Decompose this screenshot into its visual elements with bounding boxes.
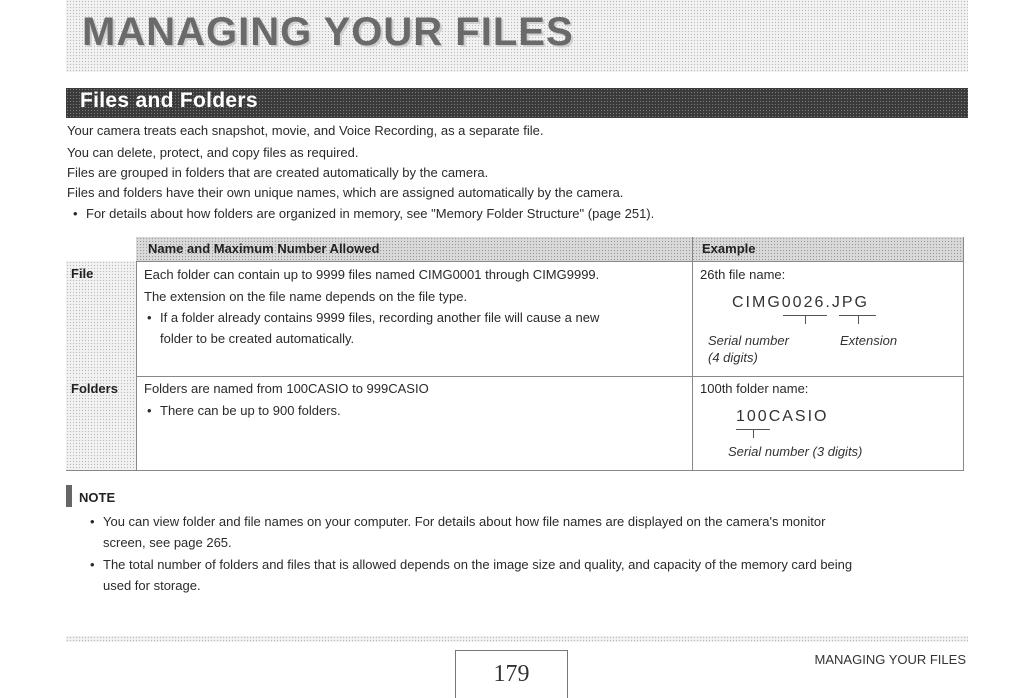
file-table: [66, 237, 964, 471]
row-label-file: File: [71, 266, 94, 281]
page-number: 179: [493, 661, 530, 687]
footer-rule: [66, 636, 968, 642]
note-marker: [66, 485, 72, 507]
section-title: Files and Folders: [80, 89, 258, 112]
file-desc-line: The extension on the file name depends on the file type.: [144, 289, 468, 304]
folder-example-name: 100CASIO: [736, 408, 829, 425]
note-title: NOTE: [79, 490, 116, 505]
intro-bullet: • For details about how folders are organized in memory, see "Memory Folder Structure" (page 251).: [86, 206, 654, 221]
table-rule: [136, 376, 964, 377]
table-rule: [66, 470, 964, 471]
folder-serial-note: Serial number (3 digits): [728, 444, 863, 459]
table-divider: [692, 237, 693, 471]
note-bullet: • You can view folder and file names on your computer. For details about how file names are displayed on the camera's monitor: [103, 514, 825, 529]
file-desc-bullet: • If a folder already contains 9999 files, recording another file will cause a new: [160, 310, 599, 325]
extension-bracket: [839, 303, 876, 316]
serial-digits-note: (4 digits): [708, 350, 758, 365]
intro-line: Files are grouped in folders that are created automatically by the camera.: [67, 165, 489, 180]
note-line: used for storage.: [103, 578, 201, 593]
file-desc-line: Each folder can contain up to 9999 files named CIMG0001 through CIMG9999.: [144, 267, 600, 282]
footer-label: MANAGING YOUR FILES: [814, 652, 966, 667]
folder-example-caption: 100th folder name:: [700, 381, 809, 396]
page-number-box: [455, 650, 568, 698]
header-example-label: Example: [702, 241, 756, 256]
folder-serial-bracket: [736, 417, 770, 430]
table-divider: [136, 261, 137, 471]
header-name-label: Name and Maximum Number Allowed: [148, 241, 380, 256]
file-desc-line: folder to be created automatically.: [160, 331, 355, 346]
file-example-caption: 26th file name:: [700, 267, 786, 282]
intro-line: Your camera treats each snapshot, movie, and Voice Recording, as a separate file.: [67, 123, 544, 138]
table-rule: [136, 261, 964, 262]
serial-bracket: [783, 303, 827, 316]
intro-line: Files and folders have their own unique names, which are assigned automatically by the camera.: [67, 185, 624, 200]
intro-line: You can delete, protect, and copy files as required.: [67, 145, 359, 160]
note-line: screen, see page 265.: [103, 535, 232, 550]
note-bullet: • The total number of folders and files that is allowed depends on the image size and quality, and capacity of the memory card being: [103, 557, 852, 572]
folder-desc-bullet: • There can be up to 900 folders.: [160, 403, 341, 418]
serial-number-note: Serial number: [708, 333, 789, 348]
row-label-folders: Folders: [71, 381, 118, 396]
extension-note: Extension: [840, 333, 898, 348]
page-title: MANAGING YOUR FILES: [82, 10, 574, 54]
folder-desc-line: Folders are named from 100CASIO to 999CASIO: [144, 381, 429, 396]
table-divider: [963, 237, 964, 471]
file-example-name: CIMG0026.JPG: [732, 294, 869, 311]
